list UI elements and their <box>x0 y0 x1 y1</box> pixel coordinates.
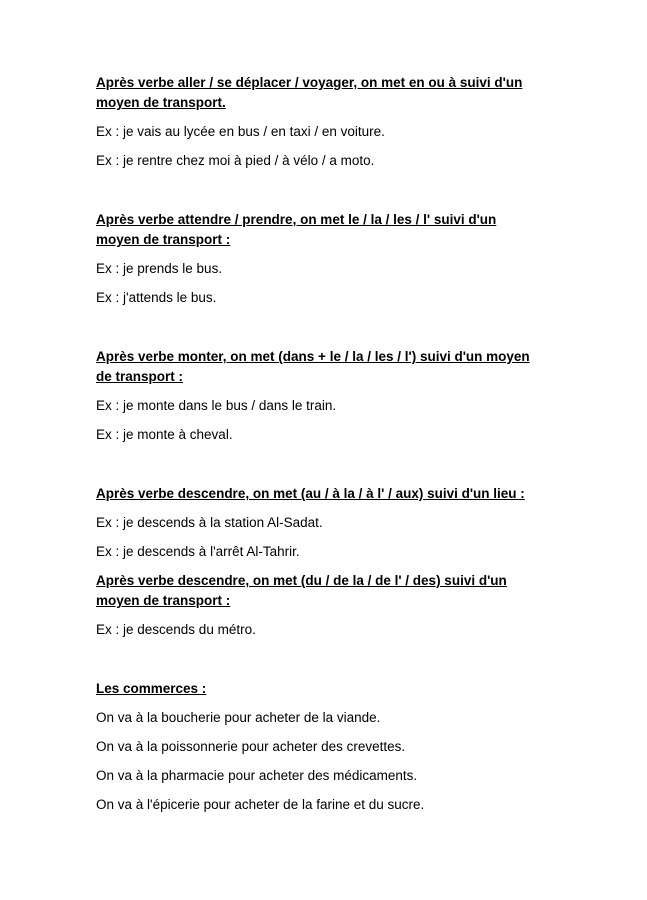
section-descendre-lieu <box>96 484 556 562</box>
section-heading-continued: moyen de transport : <box>96 232 231 247</box>
section-heading: Après verbe descendre, on met (au / à la / à l' / aux) suivi d'un lieu : <box>96 486 525 501</box>
example-line: Ex : j'attends le bus. <box>96 290 217 305</box>
section-heading: Après verbe descendre, on met (du / de la / de l' / des) suivi d'un <box>96 573 507 588</box>
section-heading-continued: moyen de transport. <box>96 95 226 110</box>
section-heading: Après verbe monter, on met (dans + le / la / les / l') suivi d'un moyen <box>96 349 530 364</box>
section-heading: Après verbe aller / se déplacer / voyager, on met en ou à suivi d'un <box>96 75 523 90</box>
example-line: On va à la poissonnerie pour acheter des crevettes. <box>96 739 406 754</box>
document-page <box>96 73 556 815</box>
example-line: Ex : je descends à l'arrêt Al-Tahrir. <box>96 544 300 559</box>
section-heading-continued: de transport : <box>96 369 184 384</box>
example-line: Ex : je vais au lycée en bus / en taxi / en voiture. <box>96 124 385 139</box>
example-line: Ex : je descends du métro. <box>96 622 256 637</box>
example-line: On va à l'épicerie pour acheter de la farine et du sucre. <box>96 797 425 812</box>
example-line: On va à la boucherie pour acheter de la viande. <box>96 710 381 725</box>
section-heading: Après verbe attendre / prendre, on met le / la / les / l' suivi d'un <box>96 212 497 227</box>
section-attendre-prendre <box>96 210 556 308</box>
section-heading-continued: moyen de transport : <box>96 593 231 608</box>
example-line: On va à la pharmacie pour acheter des médicaments. <box>96 768 418 783</box>
example-line: Ex : je descends à la station Al-Sadat. <box>96 515 323 530</box>
example-line: Ex : je rentre chez moi à pied / à vélo / a moto. <box>96 153 375 168</box>
example-line: Ex : je monte à cheval. <box>96 427 233 442</box>
example-line: Ex : je prends le bus. <box>96 261 223 276</box>
section-monter <box>96 347 556 445</box>
section-aller <box>96 73 556 171</box>
section-descendre-transport <box>96 571 556 640</box>
section-heading: Les commerces : <box>96 681 207 696</box>
section-commerces <box>96 679 556 815</box>
example-line: Ex : je monte dans le bus / dans le train. <box>96 398 337 413</box>
